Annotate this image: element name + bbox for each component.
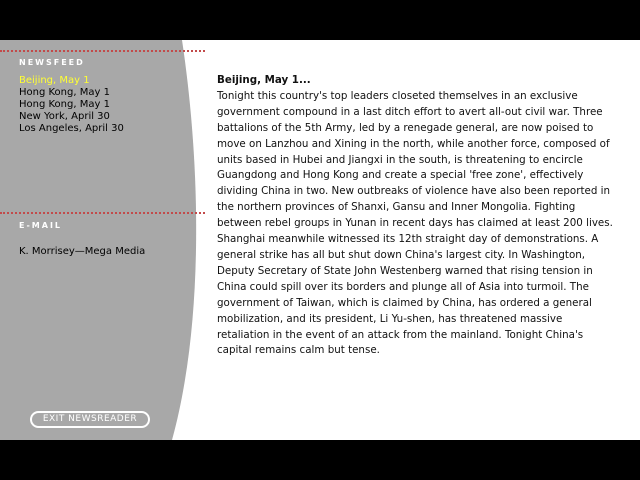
exit-newsreader-button[interactable]: EXIT NEWSREADER [30,411,150,428]
email-contact[interactable]: K. Morrisey—Mega Media [19,246,146,257]
article [217,73,617,359]
article-paragraph-1: Tonight this country's top leaders closeted themselves in an exclusive government compound in a last ditch effort to avert all-out civil war. Three battalions of the 5th Army, led by a renegade general, are now poised to move on Lanzhou and Xining in the north, while another force, composed of units based in Hubei and Jiangxi in the south, is threatening to encircle Guangdong and Hong Kong and create a special 'free zone', effectively dividing China in two. New outbreaks of violence have also been reported in the northern provinces of Shanxi, Gansu and Inner Mongolia. Fighting between rebel groups in Yunan in recent days has claimed at least 200 lives. [217,89,613,230]
newsreader-screen [0,40,640,440]
feed-item-hong-kong-may-1[interactable]: Hong Kong, May 1 [19,87,110,98]
middle-divider [0,212,205,214]
feed-item-beijing-may-1[interactable]: Beijing, May 1 [19,75,90,86]
article-paragraph-2: Shanghai meanwhile witnessed its 12th straight day of demonstrations. A general strike has all but shut down China's largest city. In Washington, Deputy Secretary of State John Westenberg warned that rising tension in China could spill over its borders and plunge all of Asia into turmoil. The government of Taiwan, which is claimed by China, has ordered a general mobilization, and its president, Li Yu-shen, has threatened massive retaliation in the event of an attack from the mainland. Tonight China's capital remains calm but tense. [217,233,599,357]
email-title: E-MAIL [19,221,63,230]
top-divider [0,50,205,52]
feed-list [19,75,124,135]
feed-item-los-angeles-april-30[interactable]: Los Angeles, April 30 [19,123,124,134]
article-dateline: Beijing, May 1... [217,74,311,86]
newsfeed-title: NEWSFEED [19,58,85,67]
sidebar [0,40,215,440]
feed-item-new-york-april-30[interactable]: New York, April 30 [19,111,110,122]
feed-item-hong-kong-may-1-b[interactable]: Hong Kong, May 1 [19,99,110,110]
